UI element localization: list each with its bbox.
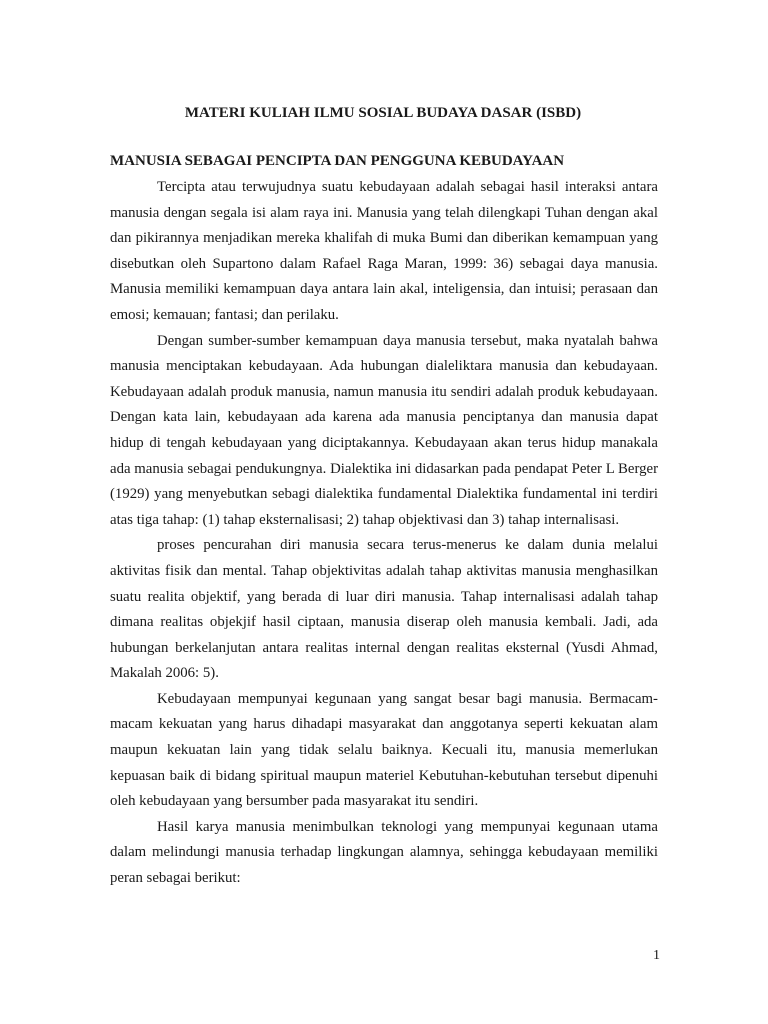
page-number: 1 — [653, 948, 660, 963]
document-title: MATERI KULIAH ILMU SOSIAL BUDAYA DASAR (ISBD) — [184, 105, 582, 121]
paragraph: Kebudayaan mempunyai kegunaan yang sangat besar bagi manusia. Bermacam-macam kekuatan yang harus dihadapi masyarakat dan anggotanya seperti kekuatan alam maupun kekuatan lain yang tidak selalu baiknya. Kecuali itu, manusia memerlukan kepuasan baik di bidang spiritual maupun materiel Kebutuhan-kebutuhan tersebut dipenuhi oleh kebudayaan yang bersumber pada masyarakat itu sendiri. — [110, 690, 658, 810]
body-text — [110, 175, 658, 892]
paragraph: proses pencurahan diri manusia secara terus-menerus ke dalam dunia melalui aktivitas fisik dan mental. Tahap objektivitas adalah tahap aktivitas manusia menghasilkan suatu realita objektif, yang berada di luar diri manusia. Tahap internalisasi adalah tahap dimana realitas objekjif hasil ciptaan, manusia diserap oleh manusia kembali. Jadi, ada hubungan berkelanjutan antara realitas internal dengan realitas eksternal (Yusdi Ahmad, Makalah 2006: 5). — [110, 537, 658, 682]
section-heading: MANUSIA SEBAGAI PENCIPTA DAN PENGGUNA KEBUDAYAAN — [110, 153, 565, 169]
paragraph: Hasil karya manusia menimbulkan teknologi yang mempunyai kegunaan utama dalam melindungi manusia terhadap lingkungan alamnya, sehingga kebudayaan memiliki peran sebagai berikut: — [110, 818, 658, 887]
paragraph: Tercipta atau terwujudnya suatu kebudayaan adalah sebagai hasil interaksi antara manusia dengan segala isi alam raya ini. Manusia yang telah dilengkapi Tuhan dengan akal dan pikirannya menjadikan mereka khalifah di muka Bumi dan diberikan kemampuan yang disebutkan oleh Supartono dalam Rafael Raga Maran, 1999: 36) sebagai daya manusia. Manusia memiliki kemampuan daya antara lain akal, inteligensia, dan intuisi; perasaan dan emosi; kemauan; fantasi; dan perilaku. — [110, 179, 658, 323]
paragraph: Dengan sumber-sumber kemampuan daya manusia tersebut, maka nyatalah bahwa manusia menciptakan kebudayaan. Ada hubungan dialeliktara manusia dan kebudayaan. Kebudayaan adalah produk manusia, namun manusia itu sendiri adalah produk kebudayaan. Dengan kata lain, kebudayaan ada karena ada manusia penciptanya dan manusia dapat hidup di tengah kebudayaan yang diciptakannya. Kebudayaan akan terus hidup manakala ada manusia sebagai pendukungnya. Dialektika ini didasarkan pada pendapat Peter L Berger (1929) yang menyebutkan sebagi dialektika fundamental Dialektika fundamental ini terdiri atas tiga tahap: (1) tahap eksternalisasi; 2) tahap objektivasi dan 3) tahap internalisasi. — [110, 332, 658, 528]
